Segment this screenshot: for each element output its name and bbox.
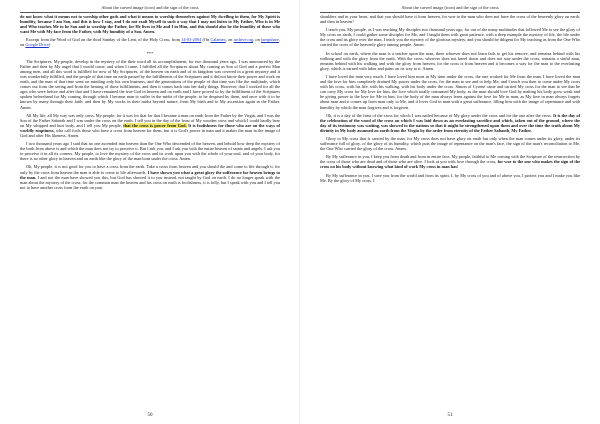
date-link[interactable]: 14-03-2004 <box>181 37 202 43</box>
highlighted-text: that the cross is power from God. <box>123 122 187 128</box>
archive-org-link[interactable]: archive.org <box>233 37 254 43</box>
left-page-body <box>20 14 280 193</box>
paragraph-4: All My life, all My way was only cross, My people, for it was for that for that I became a man on earth from the Father by the Virgin, and I was the Son of the Father Sabaoth and I was under the cross on the earth. I tell you in the day of the feast of My wooden cross and which I could hardly bear on My whipped and hurt body, and I tell you My people, that the cross is power from God. It is foolishness for those who are on the ways of worldly emptiness, who call fools those who have a cross from heaven for them, but it is God's power in man and it makes the man in the image of God and after His likeness. Amen. <box>20 112 280 138</box>
google-drive-link[interactable]: Google Drive <box>25 42 49 48</box>
paragraph-4: I have loved the man very much. I have loved him most in My time under the cross, the one worked for Me from the man. I have loved the man and the love for him completely drained My power under the cross, for the man to see and to help Me, and I teach you then to come under My cross with his cross, with his life, with his walking, with his body under the cross. Simon of Cyrene came and carried My cross for the man to see that he can carry My cross for My love for him, the love which totally consumed My body, as the man should love God by making his body grow weak and be giving power to the love for Me in him, for the body of the man always leans against the love for Me in man, as My love in man always forgets about man and it comes up from man only to Me, and it loves God in man with a great sufferance, filling him with the image of repentance and with humility by which the man forgives and is forgiven. <box>320 73 580 110</box>
section-separator: *** <box>146 50 154 56</box>
paragraph-6: Oh, My people, it is not good for you to have a cross from the earth. Take a cross from heaven and you should die and come to life through it, for only by the cross from heaven the man is able to come to life afterwards. I have shown you what a great glory the sufferance for heaven brings to the man. I and not the man have showed you this, but God has showed it to you instead, not taught by God on earth. I do no longer speak with the man about the mystery of the cross, for the common man the heaven and his cross on earth is foolishness, it is folly, but I speak with you and I tell you not to have another cross from the earth on your <box>20 164 281 190</box>
paragraph-6: Glory to My cross that is carried by the man, for My cross does not have glory on earth but only when the man comes under its glory, under its sufferance full of glory, of the glory of its humility, which puts the image of repentance on the man's face, the sign of the man's reconciliation to Me, the One Who carried the glory of the cross. Amen. <box>320 135 580 152</box>
page-number-right: 51 <box>447 413 453 418</box>
paragraph-3: In school on earth, where the man is a teacher upon the man, there whoever does not learn fails to get his remove, and remains behind with his walking and with the glory from the earth. With the cross, whoever does not kneel down and does not stay under the cross, remains a sinful man, remains behind with his walking and with the glory from heaven, for the cross is from heaven and it becomes a way for the man to the everlasting glory, which is earned with labor and pains on its way to it. Amen. <box>320 50 580 71</box>
page-number-left: 50 <box>147 413 153 418</box>
paragraph-3: The Scriptures, My people, develop in the mystery of the their word all its accomplishment, for two thousand years ago, I was announced by the Father and then by My angel that I would come, and when I came, I fulfilled all the Scriptures about My coming as Son of God and a perfect Man among men, and all this word is fulfilled for now of My Scriptures, of the heaven on earth and of its kingdom was covered in a great mystery and it was wonderfully fulfilled, and the people of that time on earth passed by the fulfillments of the Scriptures and it did not know their power and work on earth, and the man of that time went on minding only his own business, and the generations of the people of that time was like the multitude, which comes out from the seeing and from the hearing of those fulfillments, and then it comes back into her daily things. However, that I worked for all the ages who were before and after that and I have remained the true God in heaven and on earth and I have proved so by the fulfillment of the Scriptures spoken beforehand for My coming, through which I became man to suffer in the midst of the people, to be despised by them, and once with it to be known by many through their faith, and then by My works in their midst beyond nature, from My birth and to My ascension again in the Father. Amen. <box>20 58 280 110</box>
running-header-left: About the carved image (icon) and the sign of the cross <box>101 5 199 10</box>
right-page <box>300 0 600 424</box>
header-rule-left <box>20 12 280 13</box>
header-rule-right <box>320 12 580 13</box>
right-page-body <box>320 14 580 186</box>
excerpt-source-paragraph: Excerpt from the Word of God on the third Sunday of the Lent, of the Holy Cross, from 14-03-2004 (On Calameo, on archive.org, on jumpshare, on Google Drive) <box>20 37 280 48</box>
paragraph-1: do not know what it means not to worship other gods and what it means to worship themselves against My dwelling in them, for My Spirit is humility, because I am Son, and this is how I stay, and I do not exalt Myself in such a way that I may not listen to My Father, Who is in Me and Who teaches Me to be Son and to worship the Father, for He lives in Me and I in Him, and this should also be the humility of those who want Me with My face from the Father, with My humility of a Son. Amen. <box>20 14 280 35</box>
paragraph-5: I two thousand years ago I said that no one ascended into heaven than the One Who descended of the heaven, and behold how deep the mystery of the birth from above is and which the man does not try to perceive it. But I ask you, and I ask you with the entire heaven of saints and angels. I ask you to perceive it in all its corners. My people, to love the mystery of the cross and its work upon you with the whole of your soul, and of your body, for there is no other glory in heaven and on earth like the glory of the man born under the cross. Amen. <box>20 141 280 162</box>
paragraph-5: Oh, it is a day of the feast of the cross for which I was nailed because of My glory under the cross and for the one after the cross. It is the day of the celebration of the wood of the cross on which I was laid down as an everlasting sacrifice and which, taken out of the ground, where the day of its testimony was waiting, was showed to the nations so that it might be strengthened upon them and over the time the truth about My divinity in My body assumed on earth from the Virgin by the order from eternity of the Father Sabaoth, My Father. <box>320 112 580 133</box>
paragraph-7: By My sufferance in you, I keep you from death and from in entire face, My people, faithful to Me coming with the Scripture of the resurrection by the cross of those who are dead and of those who are alive. I look at you with love through the cross, for woe to the one who makes the sign of the cross on his body without knowing what kind of work My cross in man has! <box>320 154 581 170</box>
paragraph-2: I teach you, My people, as I was teaching My disciples two thousand years ago, for out of the many multitudes that followed Me to see the glory of My cross on earth, I could gather some disciples for Me, and I taught them with great patience, with a deep example the mystery of life, the life under the cross and its glory over the man. I teach you the mystery of the glorious mystery, and you should be diligent for My teaching as from the One Who carried the cross of the heavenly glory among people. Amen. <box>320 27 580 48</box>
paragraph-8: By My sufferance in you, I save you from the world and from its spirit. I, by My cross of you and of above you, I protect you and I make you like Me. By the glory of My cross, I <box>320 172 580 183</box>
jumpshare-link[interactable]: jumpshare <box>261 37 279 43</box>
paragraph-1: shoulders and in your heart, and that you should have it from heaven, for woe to the man who does not have the cross of the heavenly glory on earth, and then in heaven! <box>320 14 580 25</box>
running-header-right: About the carved image (icon) and the sign of the cross <box>401 5 499 10</box>
calameo-link[interactable]: Calameo <box>210 37 226 43</box>
